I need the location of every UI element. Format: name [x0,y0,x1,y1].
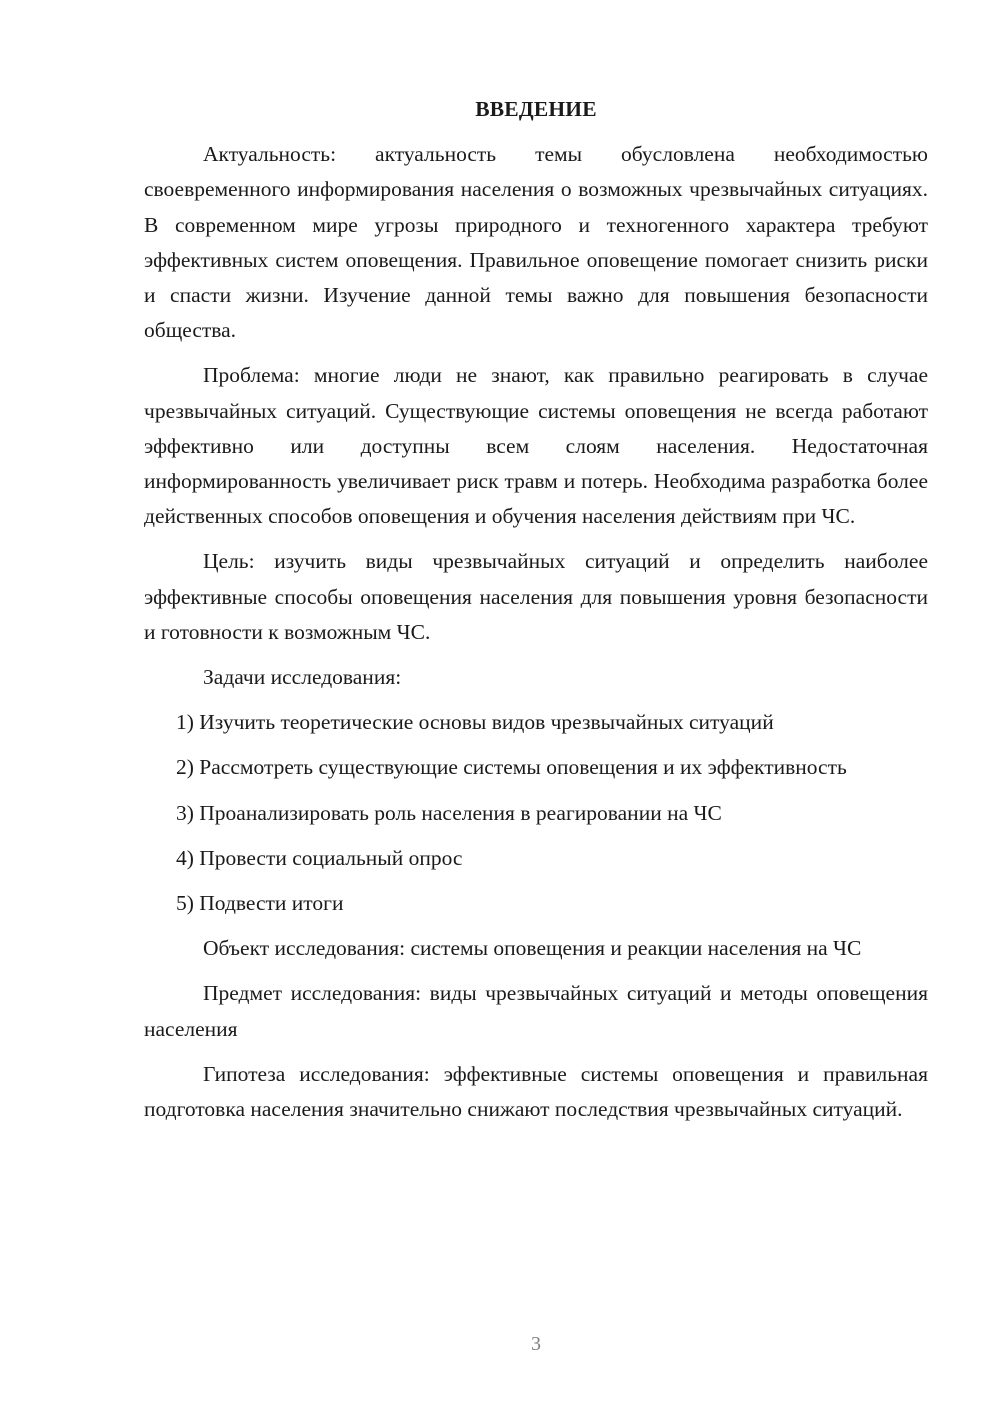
paragraph-tasks-title: Задачи исследования: [203,665,402,690]
paragraph-hypothesis: Гипотеза исследования: эффективные системы оповещения и правильная подготовка населения значительно снижают последствия чрезвычайных ситуаций. [144,1061,928,1122]
page-number: 3 [531,1333,541,1355]
task-item-1: 1) Изучить теоретические основы видов чрезвычайных ситуаций [176,710,774,735]
page-content [144,92,928,1137]
task-item-2: 2) Рассмотреть существующие системы оповещения и их эффективность [176,755,847,780]
paragraph-object: Объект исследования: системы оповещения и реакции населения на ЧС [203,936,862,961]
paragraph-subject: Предмет исследования: виды чрезвычайных ситуаций и методы оповещения населения [144,981,928,1041]
task-item-4: 4) Провести социальный опрос [176,845,463,870]
task-item-3: 3) Проанализировать роль населения в реагировании на ЧС [176,800,722,825]
section-heading: ВВЕДЕНИЕ [475,97,597,121]
paragraph-problem: Проблема: многие люди не знают, как правильно реагировать в случае чрезвычайных ситуаций. Существующие системы оповещения не всегда работают эффективно или доступны всем слоям населения. Недостаточная информированность увеличивает риск травм и потерь. Необходима разработка более действенных способов оповещения и обучения населения действиям при ЧС. [144,363,928,529]
paragraph-goal: Цель: изучить виды чрезвычайных ситуаций и определить наиболее эффективные способы оповещения населения для повышения уровня безопасности и готовности к возможным ЧС. [144,549,928,644]
paragraph-relevance: Актуальность: актуальность темы обусловлена необходимостью своевременного информирования населения о возможных чрезвычайных ситуациях. В современном мире угрозы природного и техногенного характера требуют эффективных систем оповещения. Правильное оповещение помогает снизить риски и спасти жизни. Изучение данной темы важно для повышения безопасности общества. [144,142,928,343]
task-item-5: 5) Подвести итоги [176,891,344,916]
